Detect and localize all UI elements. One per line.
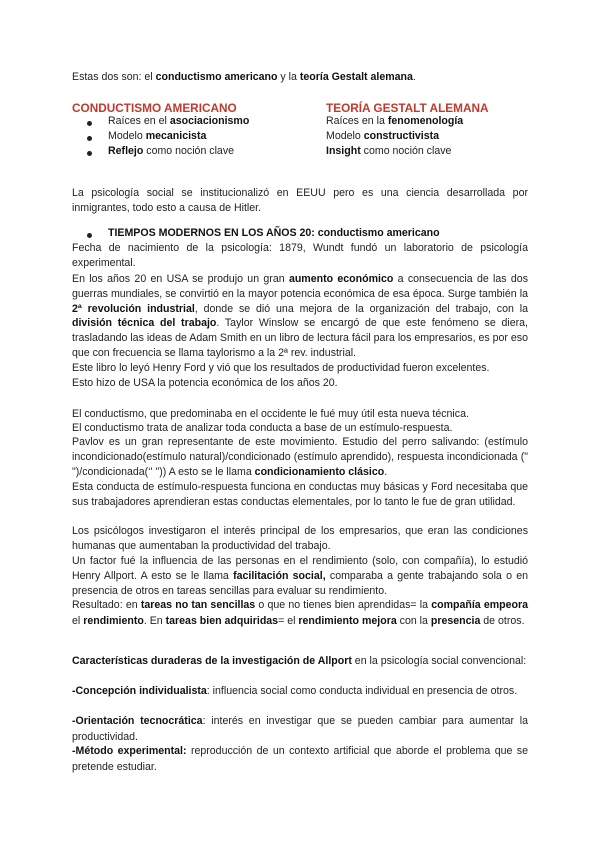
bullet-icon [87, 121, 92, 126]
left-item-asociacionismo: Raíces en el asociacionismo [108, 115, 250, 127]
heading-teoria-gestalt: TEORÍA GESTALT ALEMANA [326, 101, 489, 115]
paragraph-orientacion-tecnocratica: -Orientación tecnocrática: interés en investigar que se pueden cambiar para aumentar la productividad. [72, 715, 528, 743]
right-item-insight: Insight como noción clave [326, 145, 452, 157]
paragraph-pavlov: Pavlov es un gran representante de este movimiento. Estudio del perro salivando: (estímulo incondicionado(estímulo natural)/condicionado (estímulo aprendido), respuesta incondicionada (" ")/condicionada(‘' ")) A esto se le llama condicionamiento clásico. [72, 436, 528, 478]
paragraph-psicologia-social: La psicología social se institucionalizó en EEUU pero es una ciencia desarrollada por inmigrantes, todo esto a causa de Hitler. [72, 187, 528, 214]
paragraph-resultado: Resultado: en tareas no tan sencillas o que no tienes bien aprendidas= la compañía empeora el rendimiento. En tareas bien adquiridas= el rendimiento mejora con la presencia de otros. [72, 599, 529, 627]
bullet-icon [87, 233, 92, 238]
section-heading-tiempos-modernos: TIEMPOS MODERNOS EN LOS AÑOS 20: conductismo americano [108, 227, 440, 239]
intro-text-1: Estas dos son: el [72, 71, 156, 83]
intro-bold-gestalt: teoría Gestalt alemana [299, 71, 413, 83]
heading-conductismo-americano: CONDUCTISMO AMERICANO [72, 101, 237, 115]
right-item-fenomenologia: Raíces en la fenomenología [326, 115, 464, 127]
paragraph-estimulo-respuesta: Esta conducta de estímulo-respuesta funciona en conductas muy básicas y Ford necesitaba que sus trabajadores aprendieran estas conductas elementales, por lo tanto le fue de gran utilidad. [72, 481, 528, 508]
right-item-constructivista: Modelo constructivista [326, 130, 440, 142]
paragraph-anos-20: En los años 20 en USA se produjo un gran aumento económico a consecuencia de las dos guerras mundiales, se convirtió en la mayor potencia económica de esa época. Surge también la 2ª revolución industrial, donde se dió una mejora de la organización del trabajo, con la división técnica del trabajo. Taylor Winslow se encargó de que este fenómeno se diera, trasladando las ideas de Adam Smith en un libro de lectura fácil para los empresarios, es por eso que con frecuencia se llama taylorismo a la 2ª rev. industrial. [72, 273, 528, 359]
left-item-reflejo: Reflejo como noción clave [108, 145, 235, 157]
paragraph-psicologos: Los psicólogos investigaron el interés principal de los empresarios, que eran las condiciones humanas que aumentaban la productividad del trabajo. [72, 525, 528, 552]
bullet-icon [87, 136, 92, 141]
intro-bold-conductismo: conductismo americano [155, 71, 278, 83]
paragraph-fecha-nacimiento: Fecha de nacimiento de la psicología: 1879, Wundt fundó un laboratorio de psicología experimental. [72, 242, 528, 269]
left-item-mecanicista: Modelo mecanicista [108, 130, 207, 142]
line-henry-ford: Este libro lo leyó Henry Ford y vió que los resultados de productividad fueron excelentes. [72, 362, 490, 374]
line-conductismo-util: El conductismo, que predominaba en el occidente le fué muy útil esta nueva técnica. [72, 408, 469, 420]
paragraph-facilitacion-social: Un factor fué la influencia de las personas en el rendimiento (solo, con compañía), lo estudió Henry Allport. A esto se le llama facilitación social, comparaba a gente trabajando sola o en presencia de otros en tareas sencillas para evaluar su rendimiento. [72, 555, 528, 597]
intro-text-3: . [412, 71, 416, 83]
line-usa-potencia: Esto hizo de USA la potencia económica de los años 20. [72, 377, 338, 389]
intro-text-2: y la [277, 71, 300, 83]
line-conductismo-estimulo: El conductismo trata de analizar toda conducta a base de un estímulo-respuesta. [72, 422, 453, 434]
intro-line [72, 70, 416, 85]
paragraph-concepcion-individualista: -Concepción individualista: influencia social como conducta individual en presencia de otros. [72, 685, 518, 697]
paragraph-caracteristicas: Características duraderas de la investigación de Allport en la psicología social convencional: [72, 655, 527, 667]
paragraph-metodo-experimental: -Método experimental: reproducción de un contexto artificial que aborde el problema que se pretende estudiar. [72, 745, 528, 773]
bullet-icon [87, 151, 92, 156]
